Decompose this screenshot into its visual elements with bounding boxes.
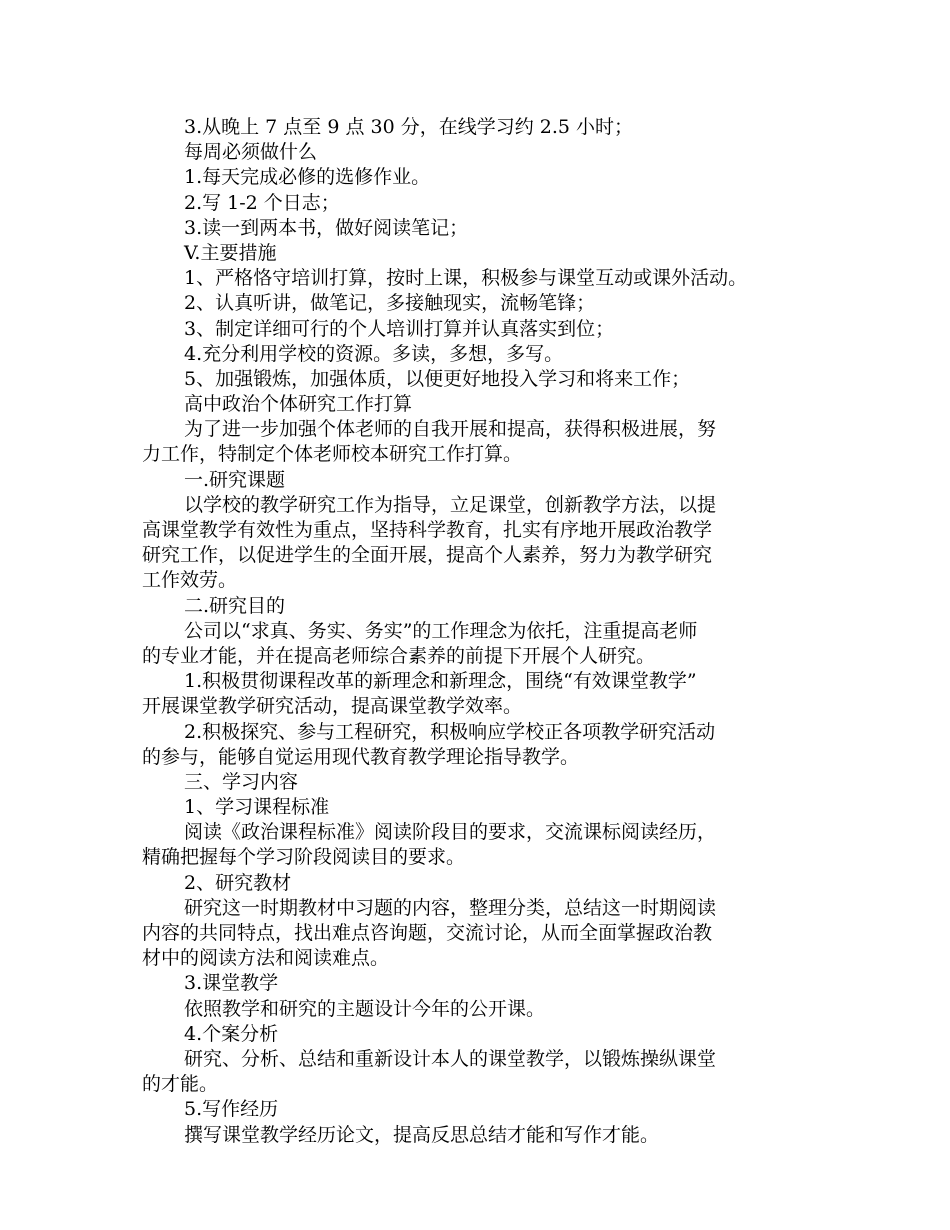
section-heading: 二.研究目的 xyxy=(184,594,286,617)
subsection-heading: 3.课堂教学 xyxy=(184,972,279,995)
text-line: 1.积极贯彻课程改革的新理念和新理念，围绕“有效课堂教学” xyxy=(184,670,697,693)
text-line: 为了进一步加强个体老师的自我开展和提高，获得积极进展，努 xyxy=(184,418,717,441)
text-line: 5、加强锻炼，加强体质，以便更好地投入学习和将来工作； xyxy=(184,367,691,390)
text-line: 研究这一时期教材中习题的内容，整理分类，总结这一时期阅读 xyxy=(184,896,717,919)
text-line: 精确把握每个学习阶段阅读目的要求。 xyxy=(142,846,466,869)
text-line: 依照教学和研究的主题设计今年的公开课。 xyxy=(184,997,546,1020)
document-body xyxy=(142,115,814,1148)
text-line: 撰写课堂教学经历论文，提高反思总结才能和写作才能。 xyxy=(184,1123,660,1146)
text-line: 研究工作，以促进学生的全面开展，提高个人素养，努力为教学研究 xyxy=(142,544,713,567)
section-heading: 三、学习内容 xyxy=(184,770,299,793)
text-line: 研究、分析、总结和重新设计本人的课堂教学，以锻炼操纵课堂 xyxy=(184,1047,717,1070)
section-heading: V.主要措施 xyxy=(184,241,277,264)
document-title: 高中政治个体研究工作打算 xyxy=(184,393,413,416)
subsection-heading: 2、研究教材 xyxy=(184,871,292,894)
text-line: 阅读《政治课程标准》阅读阶段目的要求，交流课标阅读经历， xyxy=(184,821,717,844)
text-line: 4.充分利用学校的资源。多读，多想，多写。 xyxy=(184,342,564,365)
text-line: 以学校的教学研究工作为指导，立足课堂，创新教学方法，以提 xyxy=(184,493,717,516)
text-line: 的才能。 xyxy=(142,1073,219,1096)
text-line: 3、制定详细可行的个人培训打算并认真落实到位； xyxy=(184,317,615,340)
subsection-heading: 4.个案分析 xyxy=(184,1022,279,1045)
text-line: 2、认真听讲，做笔记，多接触现实，流畅笔锋； xyxy=(184,292,596,315)
text-line: 1、严格恪守培训打算，按时上课，积极参与课堂互动或课外活动。 xyxy=(184,267,748,290)
text-line: 内容的共同特点，找出难点咨询题，交流讨论，从而全面掌握政治教 xyxy=(142,922,713,944)
section-heading: 一.研究课题 xyxy=(184,468,286,491)
text-line: 高课堂教学有效性为重点，坚持科学教育，扎实有序地开展政治教学 xyxy=(142,519,713,541)
text-line: 力工作，特制定个体老师校本研究工作打算。 xyxy=(142,443,523,466)
subsection-heading: 5.写作经历 xyxy=(184,1098,279,1121)
text-line: 3.读一到两本书，做好阅读笔记； xyxy=(184,216,469,239)
text-line: 3.从晚上 7 点至 9 点 30 分，在线学习约 2.5 小时； xyxy=(184,116,634,138)
text-line: 2.写 1-2 个日志； xyxy=(184,191,340,214)
text-line: 工作效劳。 xyxy=(142,569,238,592)
text-line: 的专业才能，并在提高老师综合素养的前提下开展个人研究。 xyxy=(142,644,656,667)
text-line: 2.积极探究、参与工程研究，积极响应学校正各项教学研究活动 xyxy=(184,720,716,743)
text-line: 1.每天完成必修的选修作业。 xyxy=(184,166,431,189)
text-line: 公司以“求真、务实、务实”的工作理念为依托，注重提高老师 xyxy=(184,619,698,642)
text-line: 材中的阅读方法和阅读难点。 xyxy=(142,947,390,970)
text-line: 的参与，能够自觉运用现代教育教学理论指导教学。 xyxy=(142,745,580,768)
text-line: 开展课堂教学研究活动，提高课堂教学效率。 xyxy=(142,695,523,718)
subsection-heading: 1、学习课程标准 xyxy=(184,796,330,819)
text-line: 每周必须做什么 xyxy=(184,141,318,164)
